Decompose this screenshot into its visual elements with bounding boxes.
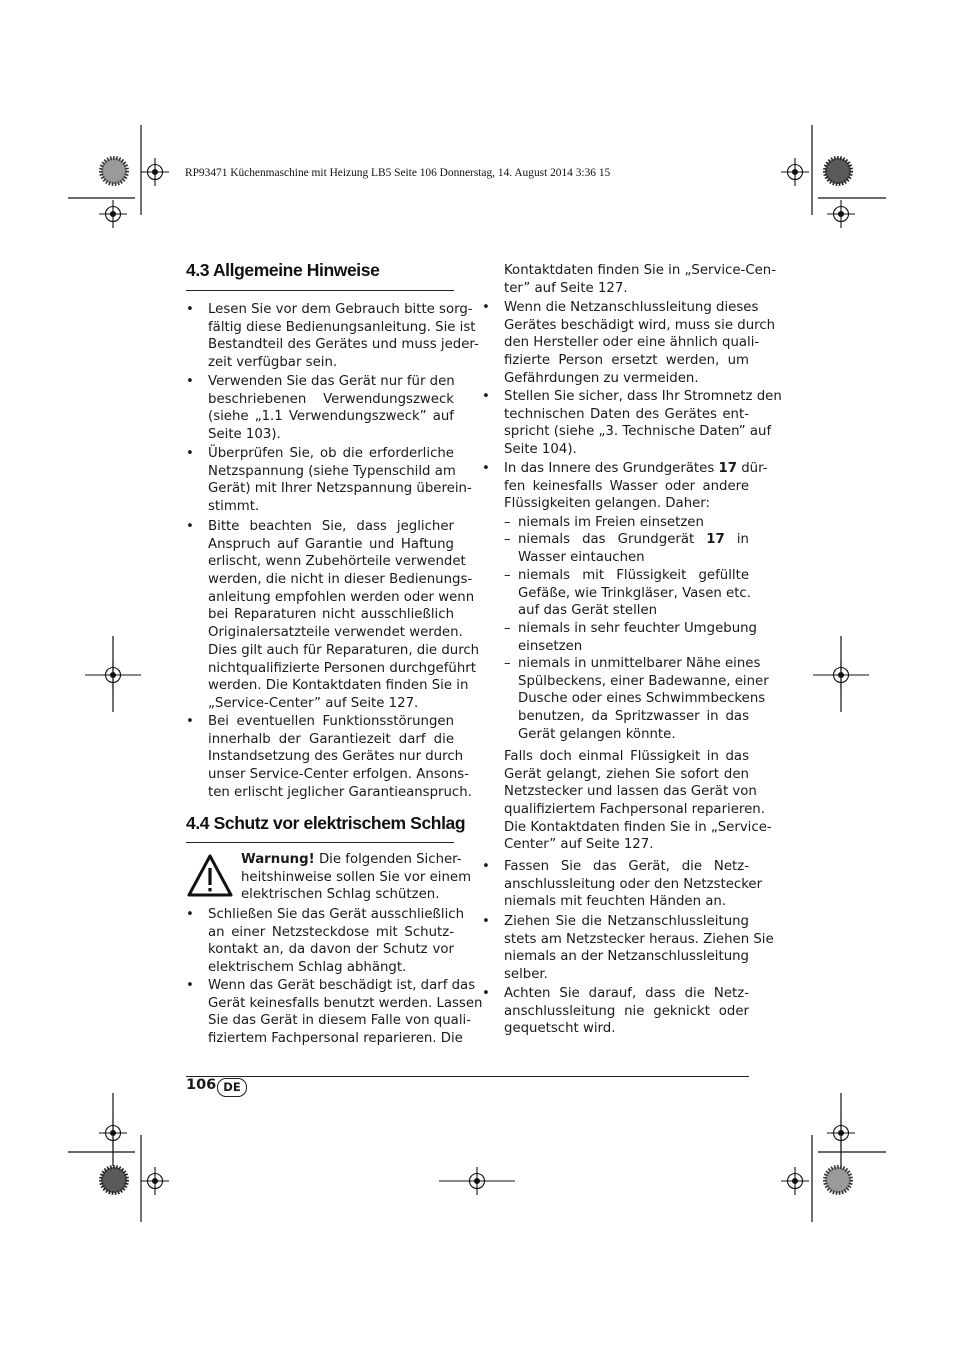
text-line: niemals in sehr feuchter Umgebung — [518, 621, 757, 636]
text-line: niemals in unmittelbarer Nähe eines — [518, 656, 761, 671]
dash-icon: – — [504, 656, 511, 671]
followup-paragraph — [504, 748, 772, 854]
dash-item-text — [518, 514, 749, 532]
list-item-text — [208, 445, 472, 516]
text-line: unser Service-Center erfolgen. Ansons- — [208, 767, 469, 783]
dash-icon: – — [504, 532, 511, 547]
text-line: Die Kontaktdaten finden Sie in „Service- — [504, 819, 772, 835]
bullet-icon: • — [186, 714, 194, 729]
text-line: anleitung empfohlen werden oder wenn — [208, 589, 475, 605]
text-line: fältig diese Bedienungsanleitung. Sie ist — [208, 319, 476, 335]
text-line: Bitte beachten Sie, dass jeglicher — [208, 519, 454, 534]
bullet-icon: • — [186, 519, 194, 534]
bullet-icon: • — [186, 907, 194, 922]
registration-mark — [99, 200, 127, 228]
warning-label: Warnung! — [241, 852, 315, 867]
list-item-text — [208, 301, 479, 372]
text-line: Gefährdungen zu vermeiden. — [504, 370, 699, 386]
language-badge: DE — [217, 1078, 247, 1097]
list-item-text — [504, 460, 768, 513]
density-dial — [825, 1167, 851, 1193]
text-line: den Hersteller oder eine ähnlich quali- — [504, 335, 760, 351]
text-line: Stellen Sie sicher, dass Ihr Stromnetz den — [504, 389, 782, 404]
bullet-icon: • — [482, 859, 490, 874]
text-line: stimmt. — [208, 499, 260, 515]
text-line: Anspruch auf Garantie und Haftung — [208, 536, 454, 552]
text-line: Flüssigkeiten gelangen. Daher: — [504, 496, 711, 512]
text-line: Center” auf Seite 127. — [504, 837, 654, 853]
continuation-text — [504, 262, 777, 297]
text-line: bei Reparaturen nicht ausschließlich — [208, 607, 454, 623]
text-line: Instandsetzung des Gerätes nur durch — [208, 749, 464, 765]
text-line: niemals mit Flüssigkeit gefüllte — [518, 568, 749, 583]
text-line: Gerät) mit Ihrer Netzspannung überein- — [208, 481, 472, 497]
text-line: anschlussleitung nie geknickt oder — [504, 1003, 749, 1019]
print-slug: RP93471 Küchenmaschine mit Heizung LB5 Seite 106 Donnerstag, 14. August 2014 3:36 15 — [185, 167, 611, 179]
text-line: benutzen, da Spritzwasser in das — [518, 709, 749, 725]
list-item-text — [504, 388, 782, 459]
registration-mark — [141, 1167, 169, 1195]
text-line: Netzstecker und lassen das Gerät von — [504, 784, 757, 800]
dash-icon: – — [504, 568, 511, 583]
list-item-text — [504, 913, 774, 984]
bullet-icon: • — [482, 914, 490, 929]
text-line: einsetzen — [518, 638, 583, 654]
text-line: nichtqualifizierte Personen durchgeführt — [208, 660, 476, 676]
list-item-text — [208, 713, 472, 801]
registration-mark — [781, 158, 809, 186]
dash-icon: – — [504, 515, 511, 530]
registration-mark — [99, 1119, 127, 1147]
text-run: In das Innere des Grundgerätes — [504, 461, 719, 476]
dash-item-text — [518, 620, 757, 655]
text-line: fiziertem Fachpersonal reparieren. Die — [208, 1031, 463, 1047]
registration-mark — [827, 200, 855, 228]
text-line: werden, die nicht in dieser Bedienungs- — [208, 572, 473, 588]
text-line: Wenn das Gerät beschädigt ist, darf das — [208, 978, 476, 993]
warning-text — [241, 851, 472, 904]
text-line: Wenn die Netzanschlussleitung dieses — [504, 300, 759, 315]
density-dial — [825, 158, 851, 184]
text-line: Seite 103). — [208, 427, 281, 443]
text-line — [504, 460, 768, 478]
text-line — [518, 531, 749, 549]
text-line: werden. Die Kontaktdaten finden Sie in — [208, 678, 469, 694]
text-line: ter” auf Seite 127. — [504, 280, 628, 296]
text-line: technischen Daten des Gerätes ent- — [504, 406, 749, 422]
text-line: Gefäße, wie Trinkgläser, Vasen etc. — [518, 585, 751, 601]
text-line: Bestandteil des Gerätes und muss jeder- — [208, 337, 479, 353]
text-line: Achten Sie darauf, dass die Netz- — [504, 986, 749, 1001]
text-line: Ziehen Sie die Netzanschlussleitung — [504, 914, 749, 929]
registration-mark — [813, 661, 869, 689]
bullet-icon: • — [186, 374, 194, 389]
bullet-icon: • — [482, 300, 490, 315]
text-line: an einer Netzsteckdose mit Schutz- — [208, 924, 454, 940]
bullet-icon: • — [482, 986, 490, 1001]
text-line: Netzspannung (siehe Typenschild am — [208, 463, 456, 479]
text-line: fizierte Person ersetzt werden, um — [504, 353, 749, 369]
density-dial — [101, 1167, 127, 1193]
text-line: fen keinesfalls Wasser oder andere — [504, 478, 749, 494]
footer-rule — [186, 1076, 749, 1077]
density-dial — [101, 158, 127, 184]
bullet-icon: • — [186, 978, 194, 993]
text-line: Gerät gelangen könnte. — [518, 726, 676, 742]
list-item-text — [504, 858, 763, 911]
dash-icon: – — [504, 621, 511, 636]
text-line: elektrischem Schlag abhängt. — [208, 960, 407, 976]
text-line: niemals mit feuchten Händen an. — [504, 894, 727, 910]
text-line: zeit verfügbar sein. — [208, 355, 338, 371]
text-line: anschlussleitung oder den Netzstecker — [504, 876, 763, 892]
text-line: stets am Netzstecker heraus. Ziehen Sie — [504, 931, 774, 947]
bullet-icon: • — [186, 446, 194, 461]
text-line: gequetscht wird. — [504, 1021, 616, 1037]
registration-mark — [781, 1167, 809, 1195]
bullet-icon: • — [482, 389, 490, 404]
warning-triangle-icon — [186, 853, 234, 899]
text-line: Gerätes beschädigt wird, muss sie durch — [504, 317, 776, 333]
dash-item-text — [518, 567, 749, 620]
text-line: Wasser eintauchen — [518, 549, 645, 565]
dash-item-text — [518, 655, 769, 743]
text-line: Fassen Sie das Gerät, die Netz- — [504, 859, 749, 874]
list-item-text — [504, 299, 776, 387]
text-line: Dusche oder eines Schwimmbeckens — [518, 691, 766, 707]
registration-mark — [85, 661, 141, 689]
page-number: 106 — [186, 1077, 217, 1093]
list-item-text — [208, 373, 454, 444]
list-item-text — [208, 977, 483, 1048]
text-line: Spülbeckens, einer Badewanne, einer — [518, 673, 769, 689]
list-item-text — [208, 518, 480, 713]
text-line: Überprüfen Sie, ob die erforderliche — [208, 446, 454, 461]
list-item-text — [208, 906, 465, 977]
text-line: Gerät gelangt, ziehen Sie sofort den — [504, 766, 749, 782]
text-run: in — [724, 532, 749, 547]
text-line: Verwenden Sie das Gerät nur für den — [208, 374, 455, 389]
registration-mark — [141, 158, 169, 186]
text-line: selber. — [504, 967, 548, 983]
text-line: erlischt, wenn Zubehörteile verwendet — [208, 554, 466, 570]
text-line: Lesen Sie vor dem Gebrauch bitte sorg- — [208, 302, 473, 317]
text-line: Gerät keinesfalls benutzt werden. Lassen — [208, 995, 483, 1011]
text-run: niemals das Grundgerät — [518, 532, 707, 547]
text-line: Schließen Sie das Gerät ausschließlich — [208, 907, 465, 922]
text-line: Bei eventuellen Funktionsstörungen — [208, 714, 454, 729]
text-line: niemals im Freien einsetzen — [518, 515, 704, 530]
text-line: Seite 104). — [504, 442, 577, 458]
bullet-icon: • — [482, 461, 490, 476]
text-line: Originalersatzteile verwendet werden. — [208, 625, 463, 641]
text-run: dür- — [737, 461, 768, 476]
registration-mark — [439, 1167, 515, 1195]
heading-rule — [186, 290, 454, 291]
warning-line: elektrischen Schlag schützen. — [241, 887, 440, 903]
warning-line: Warnung! Die folgenden Sicher- — [241, 852, 462, 867]
list-item-text — [504, 985, 749, 1038]
text-line: (siehe „1.1 Verwendungszweck” auf — [208, 409, 454, 425]
warning-line: heitshinweise sollen Sie vor einem — [241, 869, 472, 885]
section-4-3-heading: 4.3 Allgemeine Hinweise — [186, 260, 380, 280]
text-line: ten erlischt jeglicher Garantieanspruch. — [208, 784, 472, 800]
text-line: Kontaktdaten finden Sie in „Service-Cen- — [504, 263, 777, 278]
text-line: Dies gilt auch für Reparaturen, die durch — [208, 642, 480, 658]
text-line: auf das Gerät stellen — [518, 603, 658, 619]
text-line: Sie das Gerät in diesem Falle von quali- — [208, 1013, 472, 1029]
text-line: „Service-Center” auf Seite 127. — [208, 695, 419, 711]
text-line: kontakt an, da davon der Schutz vor — [208, 942, 454, 958]
text-line: innerhalb der Garantiezeit darf die — [208, 731, 454, 747]
dash-item-text — [518, 531, 749, 566]
heading-rule — [186, 842, 454, 843]
text-line: Falls doch einmal Flüssigkeit in das — [504, 749, 749, 764]
part-number: 17 — [706, 532, 725, 547]
bullet-icon: • — [186, 302, 194, 317]
text-line: spricht (siehe „3. Technische Daten” auf — [504, 424, 772, 440]
text-line: beschriebenen Verwendungszweck — [208, 391, 454, 407]
part-number: 17 — [718, 461, 737, 476]
text-line: niemals an der Netzanschlussleitung — [504, 949, 749, 965]
registration-mark — [827, 1119, 855, 1147]
section-4-4-heading: 4.4 Schutz vor elektrischem Schlag — [186, 813, 466, 833]
text-line: qualifiziertem Fachpersonal reparieren. — [504, 802, 765, 818]
